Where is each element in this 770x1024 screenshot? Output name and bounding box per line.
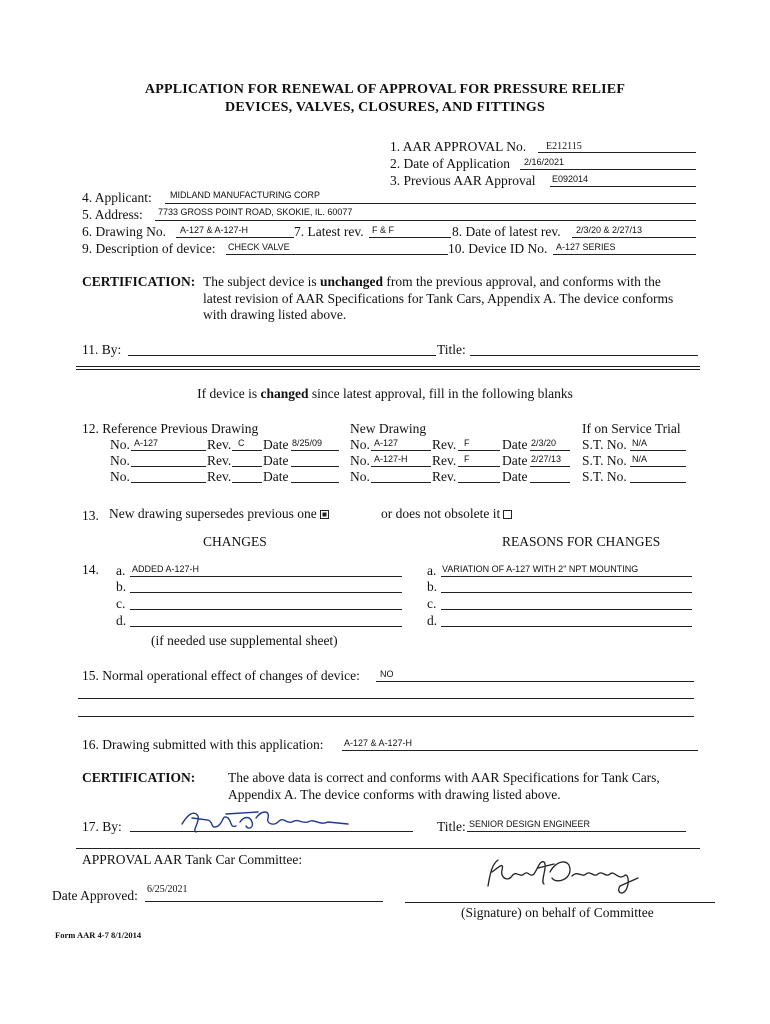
by-field-11[interactable]: [128, 355, 436, 356]
new-no-label: No.: [350, 437, 370, 452]
signature-caption: (Signature) on behalf of Committee: [461, 905, 654, 920]
supplemental-note: (if needed use supplemental sheet): [151, 633, 338, 648]
operational-effect-label: 15. Normal operational effect of changes of device:: [82, 668, 360, 683]
date-approved-line: [145, 901, 383, 902]
form-title-line1: APPLICATION FOR RENEWAL OF APPROVAL FOR PRESSURE RELIEF: [144, 82, 626, 97]
form-title-line2: DEVICES, VALVES, CLOSURES, AND FITTINGS: [225, 100, 545, 115]
change-a-label: a.: [116, 563, 126, 578]
reason-a-label: a.: [427, 563, 437, 578]
title-line-17: [467, 831, 686, 832]
new-no-field[interactable]: A-127: [374, 438, 399, 448]
reason-c-label: c.: [427, 596, 437, 611]
obsolete-checkbox[interactable]: [503, 510, 512, 519]
section13-label: 13.: [82, 508, 99, 523]
address-field[interactable]: 7733 GROSS POINT ROAD, SKOKIE, IL. 60077: [158, 207, 353, 217]
ref-rev-field[interactable]: C: [238, 438, 245, 448]
st-no-line-2: [630, 466, 686, 467]
certification-text-line2: latest revision of AAR Specifications for Tank Cars, Appendix A. The device conforms: [203, 291, 674, 306]
change-b-label: b.: [116, 579, 127, 594]
reason-a-line: [441, 576, 692, 577]
ref-date-field-2[interactable]: [291, 466, 339, 467]
description-label: 9. Description of device:: [82, 241, 216, 256]
ref-no-field-3[interactable]: [131, 482, 206, 483]
ref-date-label-3: Date: [263, 469, 289, 484]
ref-rev-line: [232, 450, 262, 451]
reason-d-field[interactable]: [441, 626, 692, 627]
applicant-signature[interactable]: [178, 804, 358, 838]
description-line: [226, 254, 448, 255]
changes-header: CHANGES: [203, 534, 267, 549]
new-date-label-3: Date: [502, 469, 528, 484]
device-id-line: [553, 254, 696, 255]
latest-rev-line: [369, 237, 451, 238]
aar-approval-field[interactable]: E212115: [546, 141, 582, 152]
description-field[interactable]: CHECK VALVE: [228, 242, 290, 252]
new-rev-field[interactable]: F: [464, 438, 470, 448]
ref-date-label: Date: [263, 437, 289, 452]
st-no-field[interactable]: N/A: [632, 438, 648, 448]
certification2-label: CERTIFICATION:: [82, 770, 196, 785]
applicant-label: 4. Applicant:: [82, 190, 152, 205]
drawing-submitted-line: [342, 750, 698, 751]
ref-no-label-3: No.: [110, 469, 130, 484]
drawing-submitted-field[interactable]: A-127 & A-127-H: [344, 738, 413, 748]
latest-rev-date-field[interactable]: 2/3/20 & 2/27/13: [576, 225, 643, 235]
address-line: [155, 220, 696, 221]
operational-effect-line-3[interactable]: [78, 716, 694, 717]
change-d-label: d.: [116, 613, 127, 628]
ref-date-field[interactable]: 8/25/09: [292, 438, 323, 448]
new-no-line-2: [371, 466, 431, 467]
new-date-label-2: Date: [502, 453, 528, 468]
supersedes-checkbox[interactable]: [320, 510, 329, 519]
application-date-field[interactable]: 2/16/2021: [524, 157, 565, 167]
ref-date-label-2: Date: [263, 453, 289, 468]
new-rev-line: [458, 450, 500, 451]
change-c-field[interactable]: [130, 609, 402, 610]
new-rev-field-3[interactable]: [458, 482, 500, 483]
ref-date-line: [291, 450, 339, 451]
ref-no-field-2[interactable]: [131, 466, 206, 467]
new-date-field[interactable]: 2/3/20: [531, 438, 557, 448]
new-no-label-3: No.: [350, 469, 370, 484]
new-no-label-2: No.: [350, 453, 370, 468]
previous-approval-line: [550, 186, 696, 187]
change-d-field[interactable]: [130, 626, 402, 627]
drawing-submitted-label: 16. Drawing submitted with this application:: [82, 737, 324, 752]
previous-approval-label: 3. Previous AAR Approval: [390, 173, 536, 188]
new-rev-line-2: [458, 466, 500, 467]
certification2-text-line1: The above data is correct and conforms with AAR Specifications for Tank Cars,: [228, 770, 660, 785]
title-field-17[interactable]: SENIOR DESIGN ENGINEER: [469, 819, 591, 829]
changed-note: If device is changed since latest approval, fill in the following blanks: [197, 386, 573, 401]
change-b-field[interactable]: [130, 592, 402, 593]
operational-effect-line: [376, 681, 694, 682]
st-no-field-3[interactable]: [630, 482, 686, 483]
application-date-label: 2. Date of Application: [390, 156, 510, 171]
certification-label: CERTIFICATION:: [82, 274, 196, 289]
ref-rev-label-2: Rev.: [207, 453, 232, 468]
st-no-line: [630, 450, 686, 451]
address-label: 5. Address:: [82, 207, 143, 222]
title-field-11[interactable]: [470, 355, 698, 356]
new-drawing-header: New Drawing: [350, 421, 427, 436]
change-c-label: c.: [116, 596, 126, 611]
ref-rev-field-3[interactable]: [232, 482, 262, 483]
st-no-field-2[interactable]: N/A: [632, 454, 648, 464]
device-id-field[interactable]: A-127 SERIES: [556, 242, 616, 252]
ref-no-label-2: No.: [110, 453, 130, 468]
ref-no-label: No.: [110, 437, 130, 452]
certification-text-line3: with drawing listed above.: [203, 307, 347, 322]
change-a-line: [130, 576, 402, 577]
by-label-17: 17. By:: [82, 819, 122, 834]
date-approved-field[interactable]: 6/25/2021: [147, 884, 188, 895]
reason-a-field[interactable]: VARIATION OF A-127 WITH 2" NPT MOUNTING: [442, 564, 639, 574]
latest-rev-label: 7. Latest rev.: [294, 224, 364, 239]
latest-rev-date-label: 8. Date of latest rev.: [452, 224, 561, 239]
title-label-11: Title:: [437, 342, 466, 357]
reason-d-label: d.: [427, 613, 438, 628]
new-date-label: Date: [502, 437, 528, 452]
approval-separator: [76, 848, 700, 849]
new-rev-label-2: Rev.: [432, 453, 457, 468]
ref-date-field-3[interactable]: [291, 482, 339, 483]
previous-approval-field[interactable]: E092014: [552, 174, 589, 184]
drawing-no-label: 6. Drawing No.: [82, 224, 166, 239]
change-a-field[interactable]: ADDED A-127-H: [132, 564, 200, 574]
aar-approval-line: [538, 152, 696, 153]
approval-committee-label: APPROVAL AAR Tank Car Committee:: [82, 852, 303, 867]
operational-effect-line-2[interactable]: [78, 698, 694, 699]
latest-rev-field[interactable]: F & F: [372, 225, 394, 235]
drawing-no-line: [176, 237, 294, 238]
new-date-field-2[interactable]: 2/27/13: [531, 454, 562, 464]
new-no-field-3[interactable]: [371, 482, 431, 483]
supersedes-text: New drawing supersedes previous one: [109, 506, 329, 522]
operational-effect-field[interactable]: NO: [380, 669, 394, 679]
form-number: Form AAR 4-7 8/1/2014: [55, 930, 142, 940]
new-date-line-2: [530, 466, 570, 467]
ref-no-field[interactable]: A-127: [134, 438, 159, 448]
drawing-no-field[interactable]: A-127 & A-127-H: [180, 225, 249, 235]
separator-top: [76, 366, 700, 367]
st-no-label: S.T. No.: [582, 437, 627, 452]
title-label-17: Title:: [437, 819, 466, 834]
reason-b-field[interactable]: [441, 592, 692, 593]
new-rev-label: Rev.: [432, 437, 457, 452]
separator-bottom: [76, 369, 700, 370]
obsolete-text: or does not obsolete it: [381, 506, 512, 522]
applicant-field[interactable]: MIDLAND MANUFACTURING CORP: [170, 190, 321, 200]
certification-text-line1: The subject device is unchanged from the previous approval, and conforms with the: [203, 274, 661, 289]
new-rev-label-3: Rev.: [432, 469, 457, 484]
reason-b-label: b.: [427, 579, 438, 594]
latest-rev-date-line: [572, 237, 696, 238]
service-trial-header: If on Service Trial: [582, 421, 681, 436]
device-id-label: 10. Device ID No.: [448, 241, 548, 256]
ref-rev-label-3: Rev.: [207, 469, 232, 484]
date-approved-label: Date Approved:: [52, 888, 138, 903]
reasons-header: REASONS FOR CHANGES: [502, 534, 661, 549]
new-no-field-2[interactable]: A-127-H: [374, 454, 408, 464]
ref-rev-label: Rev.: [207, 437, 232, 452]
new-rev-field-2[interactable]: F: [464, 454, 470, 464]
by-label-11: 11. By:: [82, 342, 122, 357]
new-date-field-3[interactable]: [530, 482, 570, 483]
application-date-line: [520, 169, 696, 170]
reference-drawing-header: 12. Reference Previous Drawing: [82, 421, 259, 436]
st-no-label-3: S.T. No.: [582, 469, 627, 484]
st-no-label-2: S.T. No.: [582, 453, 627, 468]
applicant-line: [165, 203, 696, 204]
certification2-text-line2: Appendix A. The device conforms with drawing listed above.: [228, 787, 561, 802]
reason-c-field[interactable]: [441, 609, 692, 610]
ref-no-line: [131, 450, 206, 451]
new-no-line: [371, 450, 431, 451]
ref-rev-field-2[interactable]: [232, 466, 262, 467]
committee-signature[interactable]: [478, 852, 648, 900]
section14-label: 14.: [82, 562, 99, 577]
aar-approval-label: 1. AAR APPROVAL No.: [390, 139, 527, 154]
committee-signature-line: [405, 902, 715, 903]
new-date-line: [530, 450, 570, 451]
